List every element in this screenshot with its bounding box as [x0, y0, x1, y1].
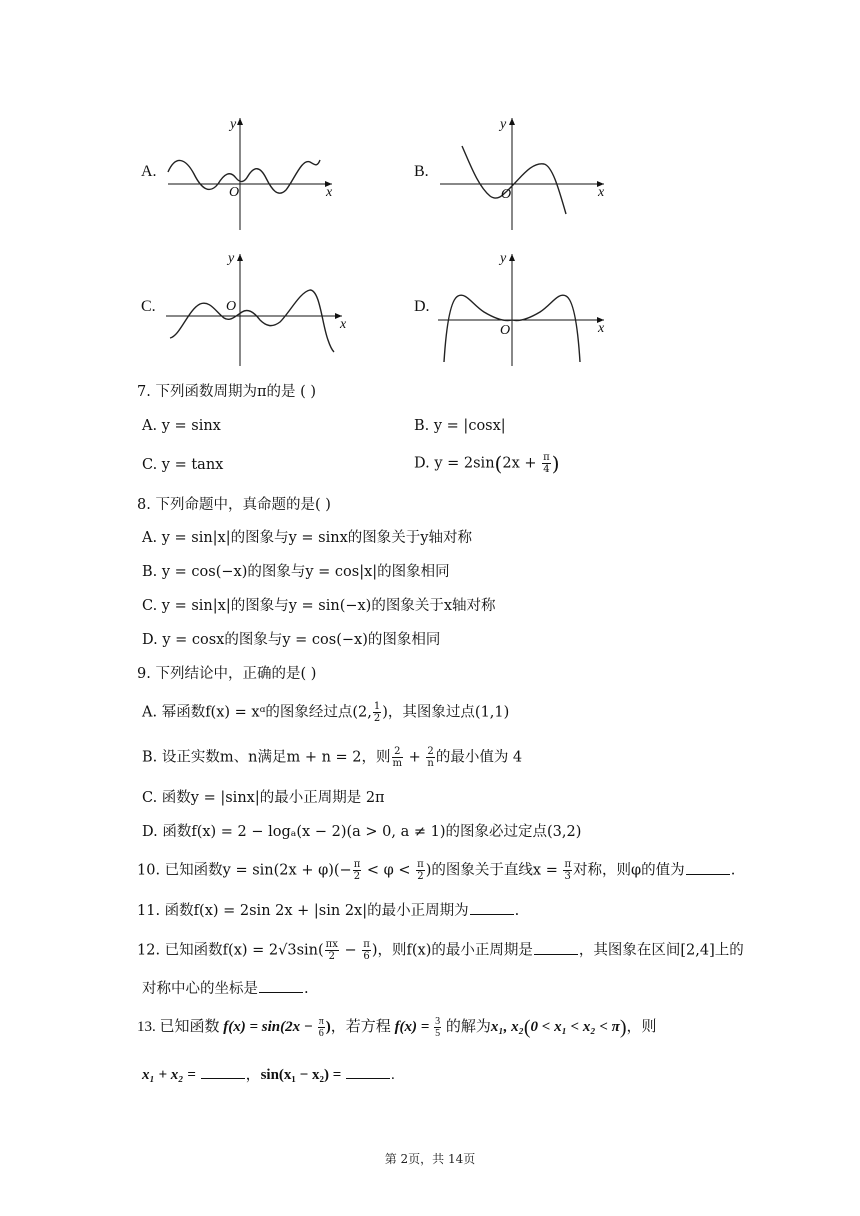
- origin-label: O: [226, 299, 237, 314]
- q13-mid2: 的解为: [442, 1018, 491, 1035]
- q9-b-frac1: $\frac{2}{m}$: [392, 746, 402, 769]
- q12-frac1: $\frac{\pi x}{2}$: [325, 939, 338, 962]
- option-letter-b: B.: [414, 163, 429, 180]
- q9-b-left: B. 设正实数m、n满足m + n = 2，则: [142, 749, 391, 766]
- origin-label: O: [229, 185, 240, 200]
- x-axis-label: x: [326, 185, 333, 200]
- q9-option-d: D. 函数f(x) = 2 − logₐ(x − 2)(a > 0, a ≠ 1)的图象必过定点(3,2): [142, 824, 582, 840]
- x-axis-label: x: [598, 185, 605, 200]
- q7-option-b: B. y = |cosx|: [414, 418, 506, 434]
- answer-blank[interactable]: [470, 900, 514, 915]
- q8-option-d: D. y = cosx的图象与y = cos(−x)的图象相同: [142, 632, 441, 648]
- q10-mid2: )的图象关于直线x =: [425, 862, 563, 879]
- graph-option-d: [432, 250, 612, 370]
- answer-blank[interactable]: [346, 1064, 390, 1079]
- option-letter-c: C.: [141, 298, 156, 315]
- q10-end: .: [730, 862, 736, 879]
- q10: [137, 859, 735, 882]
- q12-right: ，其图象在区间[2,4]上的: [578, 942, 744, 959]
- q10-frac3: $\frac{\pi}{3}$: [564, 859, 572, 882]
- q9-stem: 9. 下列结论中，正确的是( ): [137, 666, 317, 682]
- q8-option-a: A. y = sin|x|的图象与y = sinx的图象关于y轴对称: [142, 530, 472, 546]
- answer-blank[interactable]: [259, 978, 303, 993]
- q9-option-c: C. 函数y = |sinx|的最小正周期是 2π: [142, 790, 385, 806]
- origin-label: O: [500, 323, 511, 338]
- q9-b-frac2: $\frac{2}{n}$: [427, 746, 434, 769]
- origin-label: O: [501, 187, 512, 202]
- y-axis-label: y: [230, 117, 237, 132]
- answer-blank[interactable]: [686, 860, 730, 875]
- q13: 13. 已知函数 f(x) = sin(2x − $\frac{\pi}{6}$ )，若方程 f(x) = $\frac{3}{5}$ 的解为x₁, x₂(0 < x₁ < x₂ < π)，则: [137, 1016, 657, 1039]
- q13-frac2: $\frac{3}{5}$: [435, 1016, 441, 1039]
- q7-d-frac: $\frac{\pi}{4}$: [543, 452, 550, 475]
- q11-left: 11. 函数f(x) = 2sin 2x + |sin 2x|的最小正周期为: [137, 903, 469, 919]
- y-axis-label: y: [228, 251, 235, 266]
- q9-a-left: A. 幂函数f(x) = xᵅ的图象经过点(2,: [142, 704, 372, 721]
- q13-end: .: [391, 1067, 395, 1083]
- q13-close: ): [325, 1018, 331, 1035]
- q12-frac2: $\frac{\pi}{6}$: [363, 939, 370, 962]
- q12-line2-text: 对称中心的坐标是: [142, 981, 258, 997]
- q7-d-inner: 2x +: [502, 455, 542, 472]
- q13-cond: 0 < x₁ < x₂ < π: [530, 1018, 620, 1035]
- answer-blank[interactable]: [201, 1064, 245, 1079]
- x-axis-label: x: [598, 321, 605, 336]
- q13-sols: x₁, x₂: [490, 1018, 524, 1035]
- q13-then: ，则: [626, 1018, 657, 1035]
- q11: [137, 900, 519, 921]
- q12-minus: −: [339, 942, 362, 959]
- q12-left: 12. 已知函数f(x) = 2√3sin(: [137, 942, 324, 959]
- q13-sum: x₁ + x₂ =: [142, 1067, 200, 1083]
- q12-mid: )，则f(x)的最小正周期是: [371, 942, 533, 959]
- q13-line2: [142, 1064, 395, 1085]
- q10-frac1: $\frac{\pi}{2}$: [353, 859, 361, 882]
- q7-option-d: D. y = 2sin(2x + $\frac{\pi}{4}$ ): [414, 451, 560, 476]
- q8-stem: 8. 下列命题中，真命题的是( ): [137, 497, 331, 513]
- q13-comma: ，: [245, 1067, 261, 1083]
- page-footer: 第 2页，共 14页: [384, 1152, 476, 1166]
- q9-b-plus: +: [404, 749, 426, 766]
- q8-option-b: B. y = cos(−x)的图象与y = cos|x|的图象相同: [142, 564, 450, 580]
- q12: [137, 939, 744, 962]
- q7-option-c: C. y = tanx: [142, 457, 224, 473]
- x-axis-label: x: [340, 317, 347, 332]
- q13-sin-diff: sin(x₁ − x₂) =: [260, 1067, 346, 1083]
- q13-mid: ，若方程: [330, 1018, 395, 1035]
- q10-right: 对称，则φ的值为: [573, 862, 685, 879]
- graph-option-a: [160, 114, 340, 234]
- q12-end: .: [304, 981, 309, 997]
- q10-left: 10. 已知函数y = sin(2x + φ)(−: [137, 862, 352, 879]
- q9-option-b: [142, 746, 522, 769]
- q13-left: 13. 已知函数: [137, 1018, 224, 1035]
- q13-frac1: $\frac{\pi}{6}$: [318, 1016, 324, 1039]
- q8-option-c: C. y = sin|x|的图象与y = sin(−x)的图象关于x轴对称: [142, 598, 496, 614]
- q13-eq: f(x) =: [394, 1018, 434, 1035]
- q7-option-a: A. y = sinx: [142, 418, 221, 434]
- q9-a-right: )，其图象过点(1,1): [382, 704, 510, 721]
- q11-end: .: [514, 903, 520, 919]
- q7-stem: 7. 下列函数周期为π的是 ( ): [137, 384, 317, 400]
- q7-d-prefix: D. y = 2sin: [414, 455, 495, 472]
- y-axis-label: y: [500, 117, 507, 132]
- graph-option-b: [432, 114, 612, 234]
- answer-blank[interactable]: [534, 940, 578, 955]
- y-axis-label: y: [500, 251, 507, 266]
- q9-option-a: [142, 701, 509, 724]
- q10-mid1: < φ <: [362, 862, 416, 879]
- option-letter-d: D.: [414, 298, 430, 315]
- option-letter-a: A.: [141, 163, 157, 180]
- q10-frac2: $\frac{\pi}{2}$: [417, 859, 424, 882]
- q13-fx: f(x) = sin(2x −: [223, 1018, 317, 1035]
- q12-line2: [142, 978, 309, 999]
- graph-option-c: [160, 250, 350, 370]
- q9-b-right: 的最小值为 4: [435, 749, 523, 766]
- q9-a-frac: $\frac{1}{2}$: [373, 701, 381, 724]
